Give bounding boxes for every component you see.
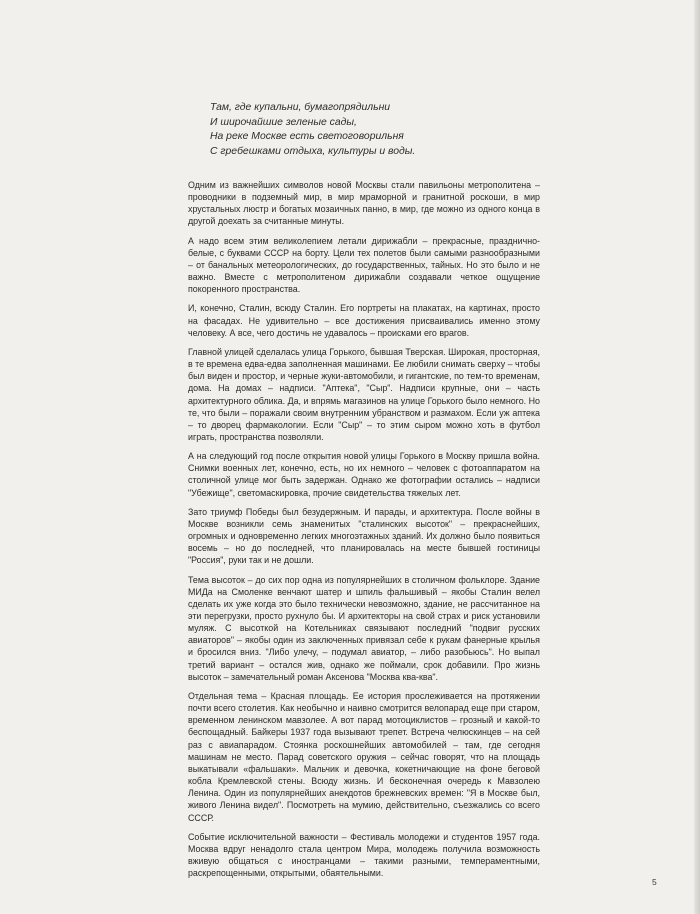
- paragraph-stalin: И, конечно, Сталин, всюду Сталин. Его портреты на плакатах, на картинах, просто на фасадах. Не удивительно – все достижения присваивались именно этому человеку. А все, чего достичь не удавалось – происками его врагов.: [188, 303, 540, 338]
- paragraph-high-rises: Тема высоток – до сих пор одна из популярнейших в столичном фольклоре. Здание МИДа на Смоленке венчают шатер и шпиль фальшивый – якобы Сталин велел сделать их уже когда это было технически невозможно, здание, не рассчитанное на эти перегрузки, просто рухнуло бы. И архитекторы на свой страх и риск установили муляж. С высоткой на Котельниках связывают последний "подвиг русских авиаторов" – якобы один из заключенных привязал себе к рукам фанерные крылья и бросился вниз. "Либо улечу, – подумал авиатор, – либо разобьюсь". Но выпал третий вариант – остался жив, однако же поймали, срок добавили. Про жизнь высоток – замечательный роман Аксенова "Москва ква-ква".: [188, 574, 540, 682]
- paragraph-war: А на следующий год после открытия новой улицы Горького в Москву пришла война. Снимки военных лет, конечно, есть, но их немного – человек с фотоаппаратом на столичной улице мог быть задержан. Однако же фотографии остались – надписи "Убежище", светомаскировка, прочие свидетельства тяжелых лет.: [188, 451, 540, 498]
- paragraph-red-square: Отдельная тема – Красная площадь. Ее история прослеживается на протяжении почти всего столетия. Как необычно и наивно смотрится велопарад еще при старом, временном ленинском мавзолее. А вот парад мотоциклистов – грозный и какой-то беспощадный. Байкеры 1937 года вызывают трепет. Встреча челюскинцев – на сей раз с авиапарадом. Стоянка роскошнейших автомобилей – там, где сегодня машинам не место. Парад советского оружия – сейчас говорят, что на площадь выкатывали «фальшаки». Мальчик и девочка, кокетничающие на фоне беговой кобла Кремлевской стены. Всюду жизнь. И бесконечная очередь к Мавзолею Ленина. Один из популярнейших анекдотов брежневских времен: "Я в Москве был, живого Ленина видел". Посмотреть на мумию, действительно, съезжались со всего СССР.: [188, 690, 540, 823]
- paragraph-gorky-street: Главной улицей сделалась улица Горького, бывшая Тверская. Широкая, просторная, в те времена едва-едва заполненная машинами. Ее любили снимать сверху – чтобы был виден и простор, и черные жуки-автомобили, и гигантские, по тем-то временам, дома. На домах – надписи. "Аптека", "Сыр". Надписи крупные, они – часть архитектурного облика. Да, и впрямь магазинов на улице Горького было немного. Но те, что были – поражали своим внутренним убранством и размахом. Если уж аптека – то дворец фармакологии. Если "Сыр" – то этим сыром можно хоть в футбол играть, пространства позволяли.: [188, 346, 540, 442]
- page-edge-shadow: [694, 0, 700, 914]
- poem-line: Там, где купальни, бумагопрядильни: [210, 102, 391, 113]
- poem-line: На реке Москве есть светоговорильня: [210, 131, 404, 143]
- paragraph-metro: Одним из важнейших символов новой Москвы стали павильоны метрополитена – проводники в подземный мир, в мир мраморной и гранитной роскоши, в мир хрустальных люстр и богатых мозаичных панно, в мир, где можно из одного конца в другой доехать за считанные минуты.: [188, 180, 540, 227]
- paragraph-festival: Событие исключительной важности – Фестиваль молодежи и студентов 1957 года. Москва вдруг ненадолго стала центром Мира, молодежь получила возможность вживую общаться с иностранцами – такими разными, темпераментными, раскрепощенными, открытыми, обаятельными.: [188, 831, 540, 879]
- epigraph-poem: [210, 101, 540, 159]
- paragraph-victory: Зато триумф Победы был безудержным. И парады, и архитектура. После войны в Москве возникли семь знаменитых "сталинских высоток" – прекраснейших, огромных и одновременно легких многоэтажных зданий. Их должно было появиться восемь – но до последней, что планировалась на месте бывшей гостиницы "Россия", руки так и не дошли.: [188, 506, 540, 566]
- poem-line: С гребешками отдыха, культуры и воды.: [210, 145, 416, 157]
- poem-line: И широчайшие зеленые сады,: [210, 116, 357, 128]
- paragraph-airships: А надо всем этим великолепием летали дирижабли – прекрасные, празднично-белые, с буквами СССР на борту. Цели тех полетов были самыми разнообразными – от банальных метеорологических, до государственных, тайных. Но это было и не важно. Вместе с метрополитеном дирижабли создавали четкое ощущение покоренного пространства.: [188, 235, 540, 295]
- body-text: [188, 179, 540, 886]
- page-number: 5: [652, 877, 657, 887]
